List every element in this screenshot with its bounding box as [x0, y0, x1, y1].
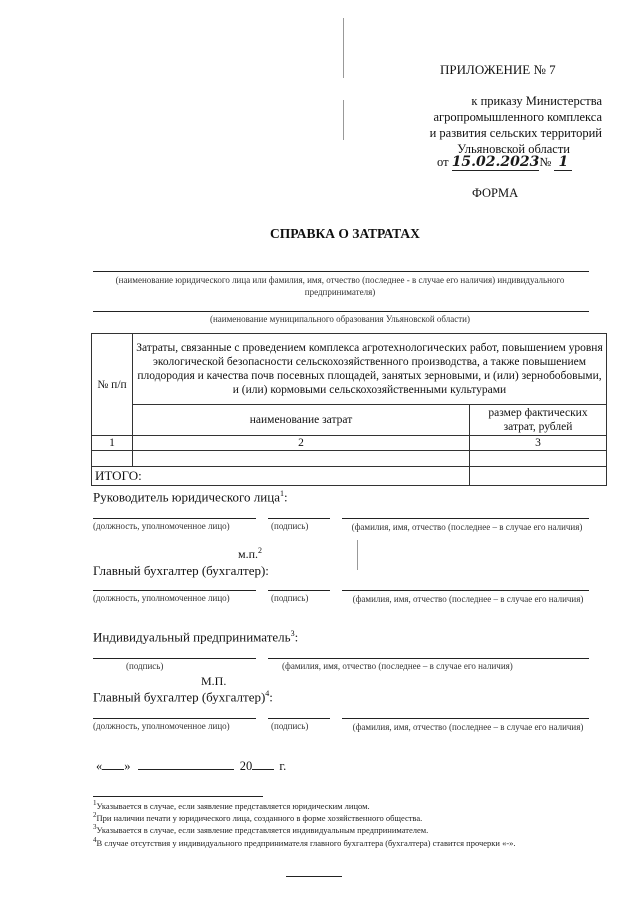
entrepreneur-label: Индивидуальный предприниматель$^3$:: [93, 629, 299, 645]
position-hint: (должность, уполномоченное лицо): [93, 721, 230, 731]
signature-hint: (подпись): [126, 661, 164, 671]
footnote-4: $^4$В случае отсутствия у индивидуального предпринимателя главного бухгалтера (бухгалтера) ставится прочерки «-».: [93, 836, 516, 848]
col-index-1: 1: [92, 436, 133, 451]
ip-signature-line[interactable]: [93, 658, 256, 659]
municipality-line[interactable]: [93, 311, 589, 312]
month-blank[interactable]: [138, 769, 234, 770]
bottom-line: [286, 876, 342, 877]
handwritten-number: 1: [554, 154, 572, 171]
acc-signature-line[interactable]: [268, 590, 330, 591]
number-prefix: №: [539, 155, 552, 169]
fio-hint: (фамилия, имя, отчество (последнее – в случае его наличия): [351, 522, 583, 532]
total-label: ИТОГО:: [92, 467, 470, 486]
order-line: к приказу Министерства: [471, 94, 602, 108]
day-blank[interactable]: [102, 769, 124, 770]
costs-table: [91, 333, 607, 486]
ip-fio-line[interactable]: [268, 658, 589, 659]
footnote-ref: 3: [290, 629, 295, 638]
footnote-3-text: Указывается в случае, если заявление представляется индивидуальным предпринимателем.: [96, 824, 429, 835]
date-prefix: от: [437, 155, 449, 169]
col-index-3: 3: [470, 436, 607, 451]
annex-title: ПРИЛОЖЕНИЕ № 7: [440, 62, 556, 77]
accountant-label: Главный бухгалтер (бухгалтер):: [93, 563, 269, 578]
footnote-ref: 2: [258, 546, 263, 555]
acc2-signature-line[interactable]: [268, 718, 330, 719]
head-fio-line[interactable]: [342, 518, 589, 519]
quote-close: »: [124, 759, 131, 773]
total-value-cell[interactable]: [470, 467, 607, 486]
footnote-1: $^1$Указывается в случае, если заявление представляется юридическим лицом.: [93, 799, 370, 811]
accountant2-label-text: Главный бухгалтер (бухгалтер): [93, 689, 266, 705]
order-reference: [342, 93, 602, 157]
fio-hint: (фамилия, имя, отчество (последнее – в случае его наличия): [282, 661, 513, 671]
head-label-text: Руководитель юридического лица: [93, 489, 280, 505]
signature-hint: (подпись): [271, 721, 309, 731]
signature-hint: (подпись): [271, 593, 309, 603]
footnote-3: $^3$Указывается в случае, если заявление представляется индивидуальным предпринимателем.: [93, 823, 429, 835]
accountant2-label: Главный бухгалтер (бухгалтер)$^4$:: [93, 689, 273, 705]
footnote-ref: 1: [279, 489, 284, 498]
order-line: Ульяновской области: [457, 142, 570, 156]
stamp-place: М.П.: [201, 674, 227, 688]
quote-open: «: [96, 759, 103, 773]
col-amount-header: размер фактических затрат, рублей: [470, 405, 607, 436]
costs-group-header: Затраты, связанные с проведением комплекса агротехнологических работ, повышением уровня экологической безопасности сельскохозяйственного производства, а также повышением плодородия и качества почв посевных площадей, занятых зерновыми, и (или) зернобобовыми, и (или) кормовыми сельскохозяйственными культурами: [133, 334, 607, 405]
entity-line[interactable]: [93, 271, 589, 272]
fio-hint: (фамилия, имя, отчество (последнее – в случае его наличия): [352, 594, 584, 604]
handwritten-date: 15.02.2023: [451, 154, 540, 170]
form-label: ФОРМА: [472, 186, 519, 200]
footnote-1-text: Указывается в случае, если заявление представляется юридическим лицом.: [96, 800, 370, 811]
head-label: Руководитель юридического лица$^1$:: [93, 489, 288, 505]
page-title: СПРАВКА О ЗАТРАТАХ: [270, 226, 420, 241]
sign-date-line: [96, 759, 286, 774]
order-line: и развития сельских территорий: [429, 126, 602, 140]
order-line: агропромышленного комплекса: [433, 110, 602, 124]
col-index-2: 2: [133, 436, 470, 451]
acc-position-line[interactable]: [93, 590, 256, 591]
fio-hint: (фамилия, имя, отчество (последнее – в случае его наличия): [352, 722, 584, 732]
head-position-line[interactable]: [93, 518, 256, 519]
footnote-ref: 4: [265, 689, 270, 698]
acc2-fio-line[interactable]: [342, 718, 589, 719]
order-date-line: [437, 154, 572, 170]
scan-artifact: [343, 18, 344, 78]
footnote-4-text: В случае отсутствия у индивидуального предпринимателя главного бухгалтера (бухгалтера) ставится прочерки «-».: [96, 837, 516, 848]
stamp-text: м.п.: [238, 547, 259, 561]
signature-hint: (подпись): [271, 521, 309, 531]
footnote-2-text: При наличии печати у юридического лица, созданного в форме хозяйственного общества.: [96, 812, 423, 823]
col-number-header: № п/п: [92, 334, 133, 436]
footnote-separator: [93, 796, 263, 797]
empty-cell[interactable]: [133, 451, 470, 467]
acc2-position-line[interactable]: [93, 718, 256, 719]
year-suffix: г.: [279, 759, 287, 773]
empty-cell[interactable]: [470, 451, 607, 467]
position-hint: (должность, уполномоченное лицо): [93, 521, 230, 531]
head-signature-line[interactable]: [268, 518, 330, 519]
municipality-hint: (наименование муниципального образования Ульяновской области): [209, 314, 470, 324]
entity-hint: (наименование юридического лица или фамилия, имя, отчество (последнее - в случае его наличия) индивидуального предпринимателя): [115, 275, 565, 297]
acc-fio-line[interactable]: [342, 590, 589, 591]
scan-artifact: [357, 540, 358, 570]
entrepreneur-label-text: Индивидуальный предприниматель: [93, 629, 291, 645]
stamp-place: [238, 546, 262, 562]
year-prefix: 20: [239, 759, 253, 773]
position-hint: (должность, уполномоченное лицо): [93, 593, 230, 603]
footnote-2: $^2$При наличии печати у юридического лица, созданного в форме хозяйственного общества.: [93, 811, 423, 823]
empty-cell[interactable]: [92, 451, 133, 467]
col-name-header: наименование затрат: [133, 405, 470, 436]
year-blank[interactable]: [252, 769, 274, 770]
